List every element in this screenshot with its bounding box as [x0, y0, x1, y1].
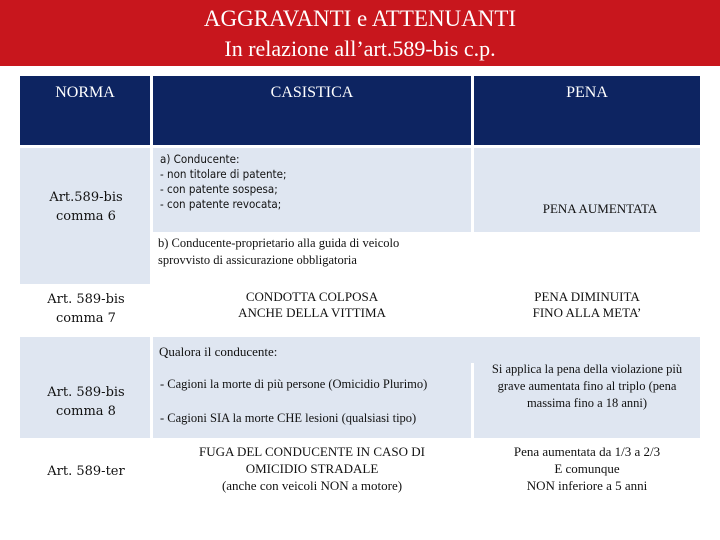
- row2-pena: PENA DIMINUITA FINO ALLA META’: [532, 289, 642, 320]
- row3-norma: Art. 589-bis comma 8: [47, 385, 125, 419]
- header-norma: NORMA: [20, 76, 150, 145]
- row3-casistica-intro: Qualora il conducente:: [159, 344, 278, 359]
- page-title: AGGRAVANTI e ATTENUANTI: [203, 6, 517, 31]
- row1-pena-cell: [474, 148, 700, 232]
- row2-casistica: CONDOTTA COLPOSA ANCHE DELLA VITTIMA: [238, 289, 386, 320]
- row3-casistica-2: - Cagioni SIA la morte CHE lesioni (qualsiasi tipo): [160, 411, 417, 425]
- row3-pena: Si applica la pena della violazione più grave aumentata fino al triplo (pena massima fino a 18 anni): [491, 362, 683, 410]
- row4-pena: Pena aumentata da 1/3 a 2/3 E comunque NON inferiore a 5 anni: [513, 444, 661, 493]
- row3-casistica-1: - Cagioni la morte di più persone (Omicidio Plurimo): [160, 377, 428, 391]
- row1-norma: Art.589-bis comma 6: [49, 190, 123, 224]
- row3-casistica-cell: [153, 363, 471, 438]
- row1-casistica-a: a) Conducente: - non titolare di patente; - con patente sospesa; - con patente revocata;: [160, 152, 287, 211]
- row4-casistica: FUGA DEL CONDUCENTE IN CASO DI OMICIDIO STRADALE (anche con veicoli NON a motore): [199, 444, 425, 493]
- header-casistica: CASISTICA: [153, 76, 471, 145]
- row1-pena: PENA AUMENTATA: [542, 201, 658, 216]
- row4-norma: Art. 589-ter: [47, 464, 125, 479]
- row1-casistica-b: b) Conducente-proprietario alla guida di veicolo sprovvisto di assicurazione obbligatoria: [158, 236, 400, 267]
- row2-norma: Art. 589-bis comma 7: [47, 292, 125, 326]
- page-subtitle: In relazione all’art.589-bis c.p.: [224, 36, 496, 61]
- header-pena: PENA: [474, 76, 700, 145]
